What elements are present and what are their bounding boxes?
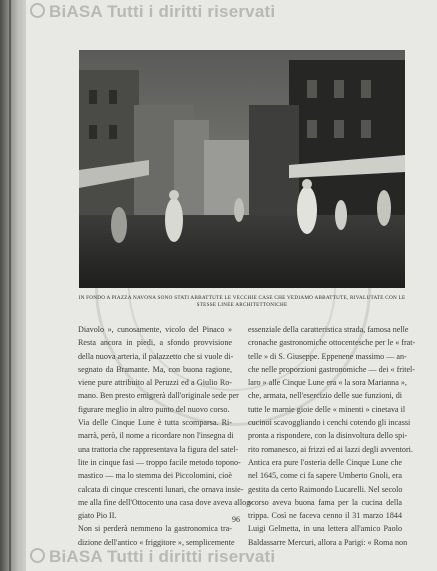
book-binding	[0, 0, 26, 571]
text-line: cucinoi scavoggliando i cenchi cotendo gli incassi	[248, 418, 411, 428]
text-line: Luigi Gelmetta, in una lettera all'amico Paolo	[248, 524, 402, 534]
text-line: nel 1645, come ci fa sapere Umberto Gnoli, era	[248, 471, 402, 481]
text-line: che, armata, nell'esercizio delle sue funzioni, di	[248, 391, 402, 401]
text-line: Non si perderà nemmeno la gastronomica tra-	[78, 524, 232, 534]
text-line: pronta a rispondere, con la disinvoltura dello spi-	[248, 431, 408, 441]
text-line: marrà, però, il nome a ricordare non l'insegna di	[78, 431, 234, 441]
text-line: lite in cinque fasi — troppo facile metodo topono-	[78, 457, 241, 467]
caption-line-1: IN FONDO A PIAZZA NAVONA SONO STATI ABBATTUTE LE VECCHIE CASE CHE VEDIAMO ABBATTUTE, RIVALUTATE CON LE	[78, 295, 406, 301]
text-line: essenziale della caratteristica strada, famosa nelle	[248, 325, 409, 334]
binding-shadow	[9, 0, 11, 571]
text-column-right	[248, 323, 416, 549]
caption-line-2: STESSE LINEE ARCHITETTONICHE	[196, 302, 288, 308]
text-line: me alla fine dell'Ottocento una casa dove aveva allog-	[78, 497, 253, 507]
photograph-piazza-navona	[79, 50, 405, 288]
text-line: figurare meglio in altro punto del nuovo corso.	[78, 404, 230, 414]
text-line: trippa. Così ne faceva cenno il 31 marzo 1844	[248, 511, 402, 521]
text-line: giato Pio II.	[78, 511, 117, 521]
text-line: dizione dell'antico « friggitore », semplicemente	[78, 537, 235, 547]
text-line: viene pure attribuito al Peruzzi ed a Giulio Ro-	[78, 378, 232, 388]
text-line: laro » alle Cinque Lune era « la sora Marianna »,	[248, 378, 407, 388]
text-line: che nelle proporzioni gastronomiche — dei « fritel-	[248, 364, 415, 374]
photo-illustration	[79, 50, 405, 288]
text-line: tutte le marnie gioie delle « minenti » cinetava il	[248, 404, 406, 414]
watermark-top	[30, 2, 275, 22]
page-number: 96	[232, 515, 240, 524]
text-line: telle » di S. Giuseppe. Eppenene massimo — an-	[248, 351, 407, 361]
biasa-logo-icon	[30, 3, 45, 18]
text-line: Resta ancora in piedi, a sfondo provvisione	[78, 338, 232, 348]
text-line: mastico — ma lo stemma dei Piccolomini, cioè	[78, 471, 232, 481]
watermark-text: BiASA Tutti i diritti riservati	[49, 2, 276, 21]
text-line: cronache gastronomiche ottocentesche per le « frat-	[248, 338, 416, 348]
watermark-bottom	[30, 547, 275, 567]
photo-caption	[76, 295, 408, 309]
text-line: segnato da Bramante. Ma, con buona ragione,	[78, 364, 232, 374]
text-line: rito romanesco, ai frizzi ed ai lazzi degli avventori.	[248, 444, 413, 454]
text-line: mano. Ben presto emigrerà dall'originale sede per	[78, 391, 239, 401]
text-line: Via delle Cinque Lune è tutta scomparsa. Ri-	[78, 418, 232, 428]
text-line: gestita da certo Raimondo Lucarelli. Nel secolo	[248, 484, 403, 494]
biasa-logo-icon	[30, 548, 45, 563]
text-line: Diavolo », cunosamente, vicolo del Pinaco »	[78, 325, 232, 334]
text-line: calcata di cinque crescenti lunari, che ornava insie-	[78, 484, 244, 494]
text-line: scorso aveva buona fama per la cucina della	[248, 497, 402, 507]
text-line: Baldassarre Mercuri, allora a Parigi: « Roma non	[248, 537, 408, 547]
text-line: una trattoria che rappresentava la figura del satel-	[78, 444, 239, 454]
text-line: Antica era pure l'osteria delle Cinque Lune che	[248, 457, 402, 467]
watermark-text: BiASA Tutti i diritti riservati	[49, 547, 276, 566]
text-line: della nuova arteria, il palazzetto che si vuole di-	[78, 351, 234, 361]
